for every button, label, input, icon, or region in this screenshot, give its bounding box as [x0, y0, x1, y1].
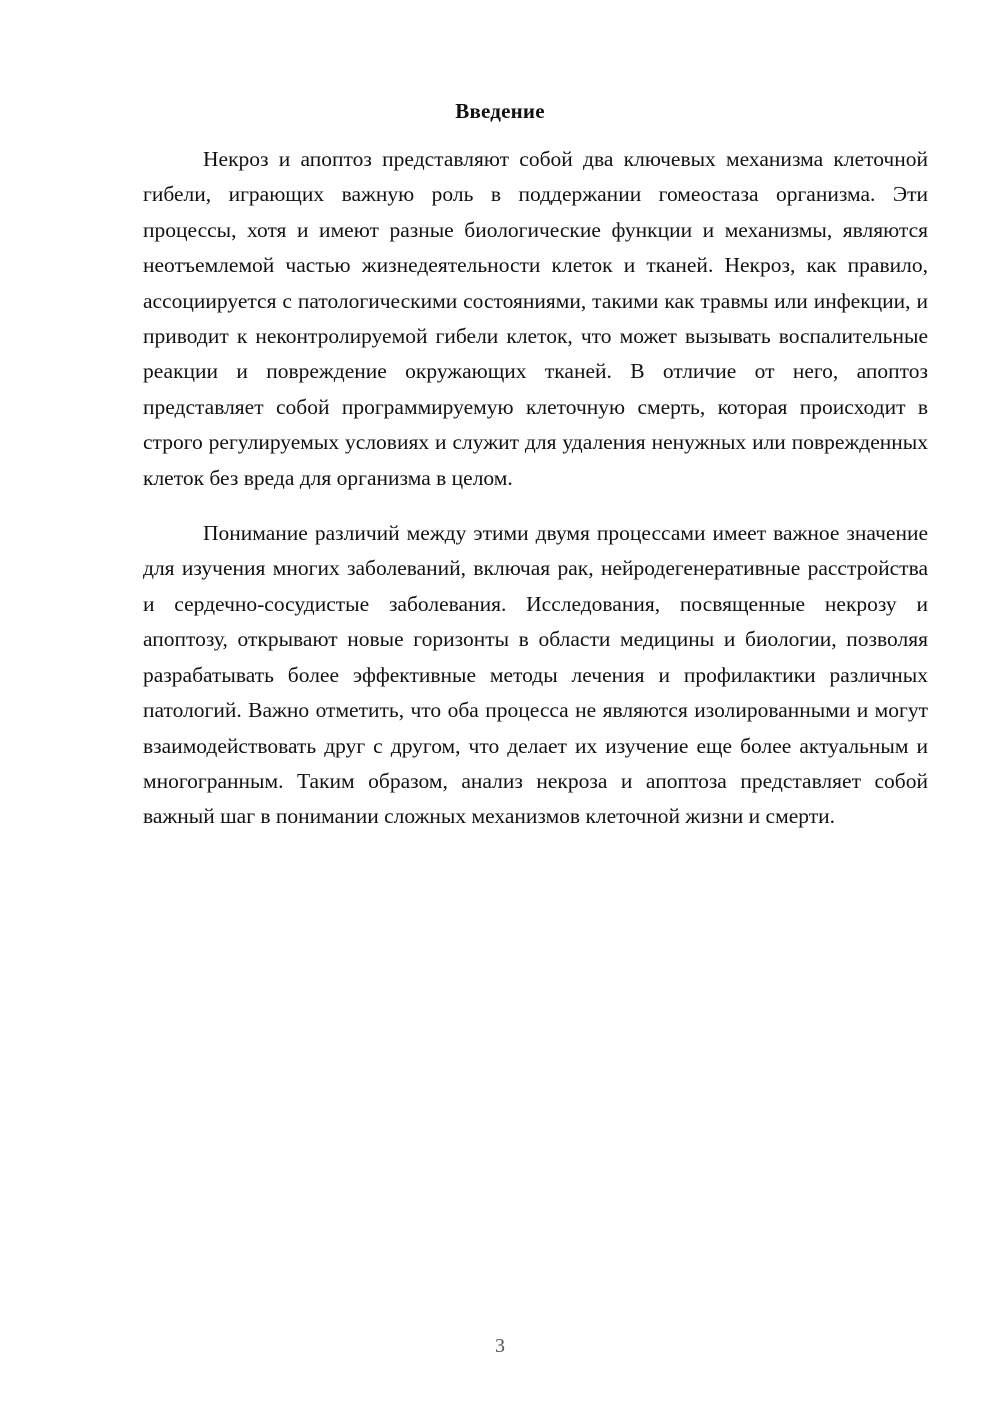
paragraph-1: Некроз и апоптоз представляют собой два ключевых механизма клеточной гибели, играющих важную роль в поддержании гомеостаза организма. Эти процессы, хотя и имеют разные биологические функции и механизмы, являются неотъемлемой частью жизнедеятельности клеток и тканей. Некроз, как правило, ассоциируется с патологическими состояниями, такими как травмы или инфекции, и приводит к неконтролируемой гибели клеток, что может вызывать воспалительные реакции и повреждение окружающих тканей. В отличие от него, апоптоз представляет собой программируемую клеточную смерть, которая происходит в строго регулируемых условиях и служит для удаления ненужных или поврежденных клеток без вреда для организма в целом.	[143, 147, 928, 490]
paragraph-2: Понимание различий между этими двумя процессами имеет важное значение для изучения многих заболеваний, включая рак, нейродегенеративные расстройства и сердечно-сосудистые заболевания. Исследования, посвященные некрозу и апоптозу, открывают новые горизонты в области медицины и биологии, позволяя разрабатывать более эффективные методы лечения и профилактики различных патологий. Важно отметить, что оба процесса не являются изолированными и могут взаимодействовать друг с другом, что делает их изучение еще более актуальным и многогранным. Таким образом, анализ некроза и апоптоза представляет собой важный шаг в понимании сложных механизмов клеточной жизни и смерти.	[143, 521, 928, 829]
section-heading: Введение	[455, 99, 545, 123]
page-number: 3	[495, 1335, 505, 1357]
body-text	[143, 142, 928, 835]
